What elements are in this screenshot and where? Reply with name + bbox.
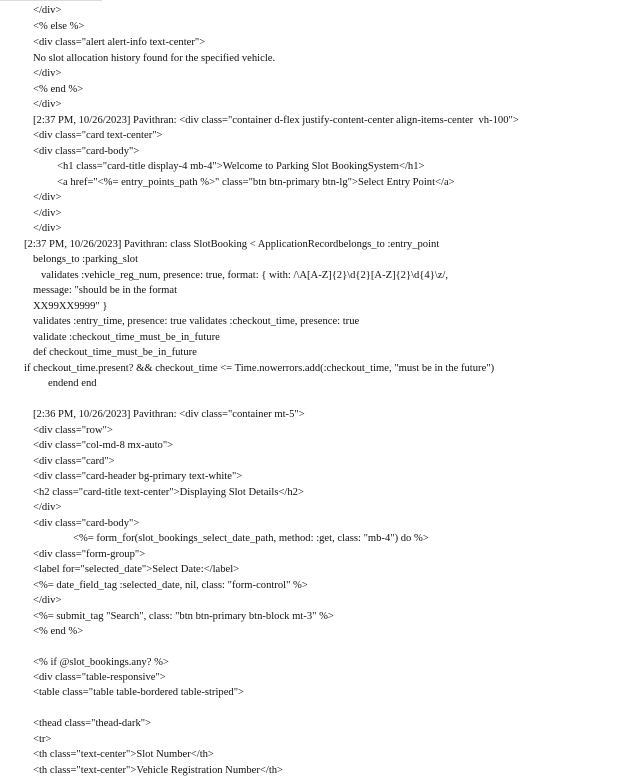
top-divider (0, 0, 102, 1)
doc-line: </div> (33, 99, 62, 110)
doc-line: <div class="card-body"> (33, 518, 140, 529)
doc-line: <% end %> (33, 626, 84, 637)
doc-line: <div class="card-body"> (33, 146, 140, 157)
doc-line: <thead class="thead-dark"> (33, 718, 152, 729)
doc-line: def checkout_time_must_be_in_future (33, 347, 197, 358)
doc-line: </div> (33, 223, 62, 234)
doc-line: <div class="form-group"> (33, 549, 146, 560)
doc-line: <table class="table table-bordered table-striped"> (33, 687, 244, 698)
doc-line: No slot allocation history found for the specified vehicle. (33, 53, 276, 64)
doc-line: <h2 class="card-title text-center">Displaying Slot Details</h2> (33, 487, 304, 498)
doc-line: [2:37 PM, 10/26/2023] Pavithran: <div class="container d-flex justify-content-center align-items-center vh-100"> (33, 115, 519, 126)
doc-line: </div> (33, 5, 62, 16)
doc-line: <h1 class="card-title display-4 mb-4">Welcome to Parking Slot BookingSystem</h1> (57, 161, 425, 172)
doc-line: <div class="row"> (33, 425, 113, 436)
doc-line: validates :entry_time, presence: true validates :checkout_time, presence: true (33, 316, 360, 327)
doc-line: <div class="table-responsive"> (33, 672, 166, 683)
doc-line: </div> (33, 68, 62, 79)
doc-line: validate :checkout_time_must_be_in_future (33, 332, 220, 343)
doc-line: [2:36 PM, 10/26/2023] Pavithran: <div class="container mt-5"> (33, 409, 305, 420)
doc-line: <div class="card"> (33, 456, 115, 467)
doc-line: <%= form_for(slot_bookings_select_date_path, method: :get, class: "mb-4") do %> (73, 533, 429, 544)
doc-line: <th class="text-center">Vehicle Registration Number</th> (33, 765, 284, 776)
doc-line: <a href="<%= entry_points_path %>" class="btn btn-primary btn-lg">Select Entry Point</a> (57, 177, 455, 188)
doc-line: <label for="selected_date">Select Date:</label> (33, 564, 240, 575)
doc-line: if checkout_time.present? && checkout_time <= Time.nowerrors.add(:checkout_time, "must be in the future") (24, 363, 495, 374)
doc-line: endend end (48, 378, 97, 389)
doc-line: validates :vehicle_reg_num, presence: true, format: { with: /\A[A-Z]{2}\d{2}[A-Z]{2}\d{4}\z/, (41, 270, 449, 281)
doc-line: [2:37 PM, 10/26/2023] Pavithran: class SlotBooking < ApplicationRecordbelongs_to :entry_point (24, 239, 440, 250)
doc-line: <% else %> (33, 21, 85, 32)
doc-line: </div> (33, 192, 62, 203)
doc-line: XX99XX9999" } (33, 301, 108, 312)
doc-line: <div class="card-header bg-primary text-white"> (33, 471, 243, 482)
doc-line: <div class="card text-center"> (33, 130, 163, 141)
doc-line: <div class="alert alert-info text-center"> (33, 37, 206, 48)
doc-line: <% if @slot_bookings.any? %> (33, 657, 169, 668)
doc-line: </div> (33, 502, 62, 513)
doc-line: <% end %> (33, 84, 84, 95)
doc-line: </div> (33, 208, 62, 219)
doc-line: message: "should be in the format (33, 285, 178, 296)
doc-line: </div> (33, 595, 62, 606)
doc-line: <%= date_field_tag :selected_date, nil, class: "form-control" %> (33, 580, 308, 591)
doc-line: <%= submit_tag "Search", class: "btn btn-primary btn-block mt-3" %> (33, 611, 334, 622)
doc-line: belongs_to :parking_slot (33, 254, 139, 265)
doc-line: <div class="col-md-8 mx-auto"> (33, 440, 174, 451)
doc-line: <tr> (33, 734, 52, 745)
doc-line: <th class="text-center">Slot Number</th> (33, 749, 214, 760)
